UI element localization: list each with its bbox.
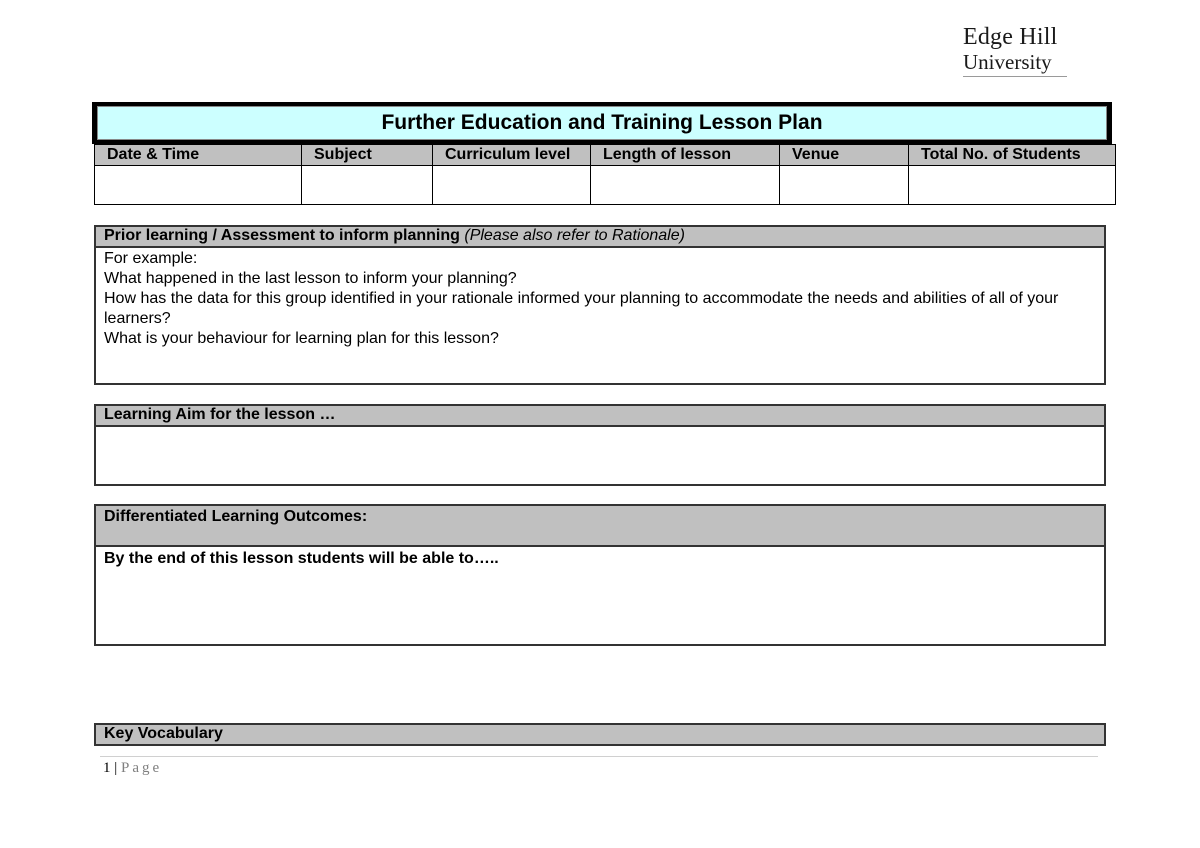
total-students-cell[interactable] — [909, 166, 1116, 205]
prior-learning-line: How has the data for this group identified in your rationale informed your planning to accommodate the needs and abilities of all of your learners? — [104, 290, 1059, 327]
logo-line-1: Edge Hill — [963, 24, 1058, 50]
header-curriculum-level: Curriculum level — [433, 145, 591, 166]
info-input-row — [95, 166, 1116, 205]
learning-aim-heading: Learning Aim for the lesson … — [96, 406, 1104, 427]
learning-aim-section — [94, 404, 1106, 486]
header-venue: Venue — [780, 145, 909, 166]
page-number: 1 — [103, 760, 111, 776]
subject-cell[interactable] — [302, 166, 433, 205]
header-length-of-lesson: Length of lesson — [591, 145, 780, 166]
learning-outcomes-heading: Differentiated Learning Outcomes: — [96, 506, 1104, 547]
length-of-lesson-cell[interactable] — [591, 166, 780, 205]
header-total-students: Total No. of Students — [909, 145, 1116, 166]
prior-learning-line: What is your behaviour for learning plan for this lesson? — [104, 330, 499, 347]
info-header-row — [95, 145, 1116, 166]
learning-outcomes-body[interactable] — [96, 547, 1104, 570]
header-date-time: Date & Time — [95, 145, 302, 166]
prior-learning-line: What happened in the last lesson to inform your planning? — [104, 270, 517, 287]
logo-line-2: University — [963, 50, 1052, 74]
learning-outcomes-section — [94, 504, 1106, 646]
footer-divider — [100, 756, 1098, 757]
prior-learning-line: For example: — [104, 250, 198, 267]
prior-learning-header — [96, 227, 1104, 248]
curriculum-level-cell[interactable] — [433, 166, 591, 205]
page-separator: | — [110, 760, 122, 776]
learning-outcomes-prompt: By the end of this lesson students will be able to….. — [104, 550, 499, 567]
title-banner — [92, 102, 1112, 144]
page-label: Page — [121, 760, 163, 776]
learning-aim-body[interactable] — [96, 427, 1104, 484]
edge-hill-university-logo — [963, 24, 1073, 77]
key-vocabulary-section — [94, 723, 1106, 746]
logo-underline — [963, 76, 1067, 77]
prior-learning-heading: Prior learning / Assessment to inform planning — [104, 227, 460, 244]
key-vocabulary-heading: Key Vocabulary — [96, 725, 1104, 744]
prior-learning-note: (Please also refer to Rationale) — [464, 227, 685, 244]
header-subject: Subject — [302, 145, 433, 166]
page-title: Further Education and Training Lesson Plan — [97, 106, 1107, 140]
prior-learning-body[interactable] — [96, 248, 1104, 350]
date-time-cell[interactable] — [95, 166, 302, 205]
venue-cell[interactable] — [780, 166, 909, 205]
lesson-info-table — [94, 144, 1116, 205]
page-footer — [103, 760, 162, 777]
prior-learning-section — [94, 225, 1106, 385]
